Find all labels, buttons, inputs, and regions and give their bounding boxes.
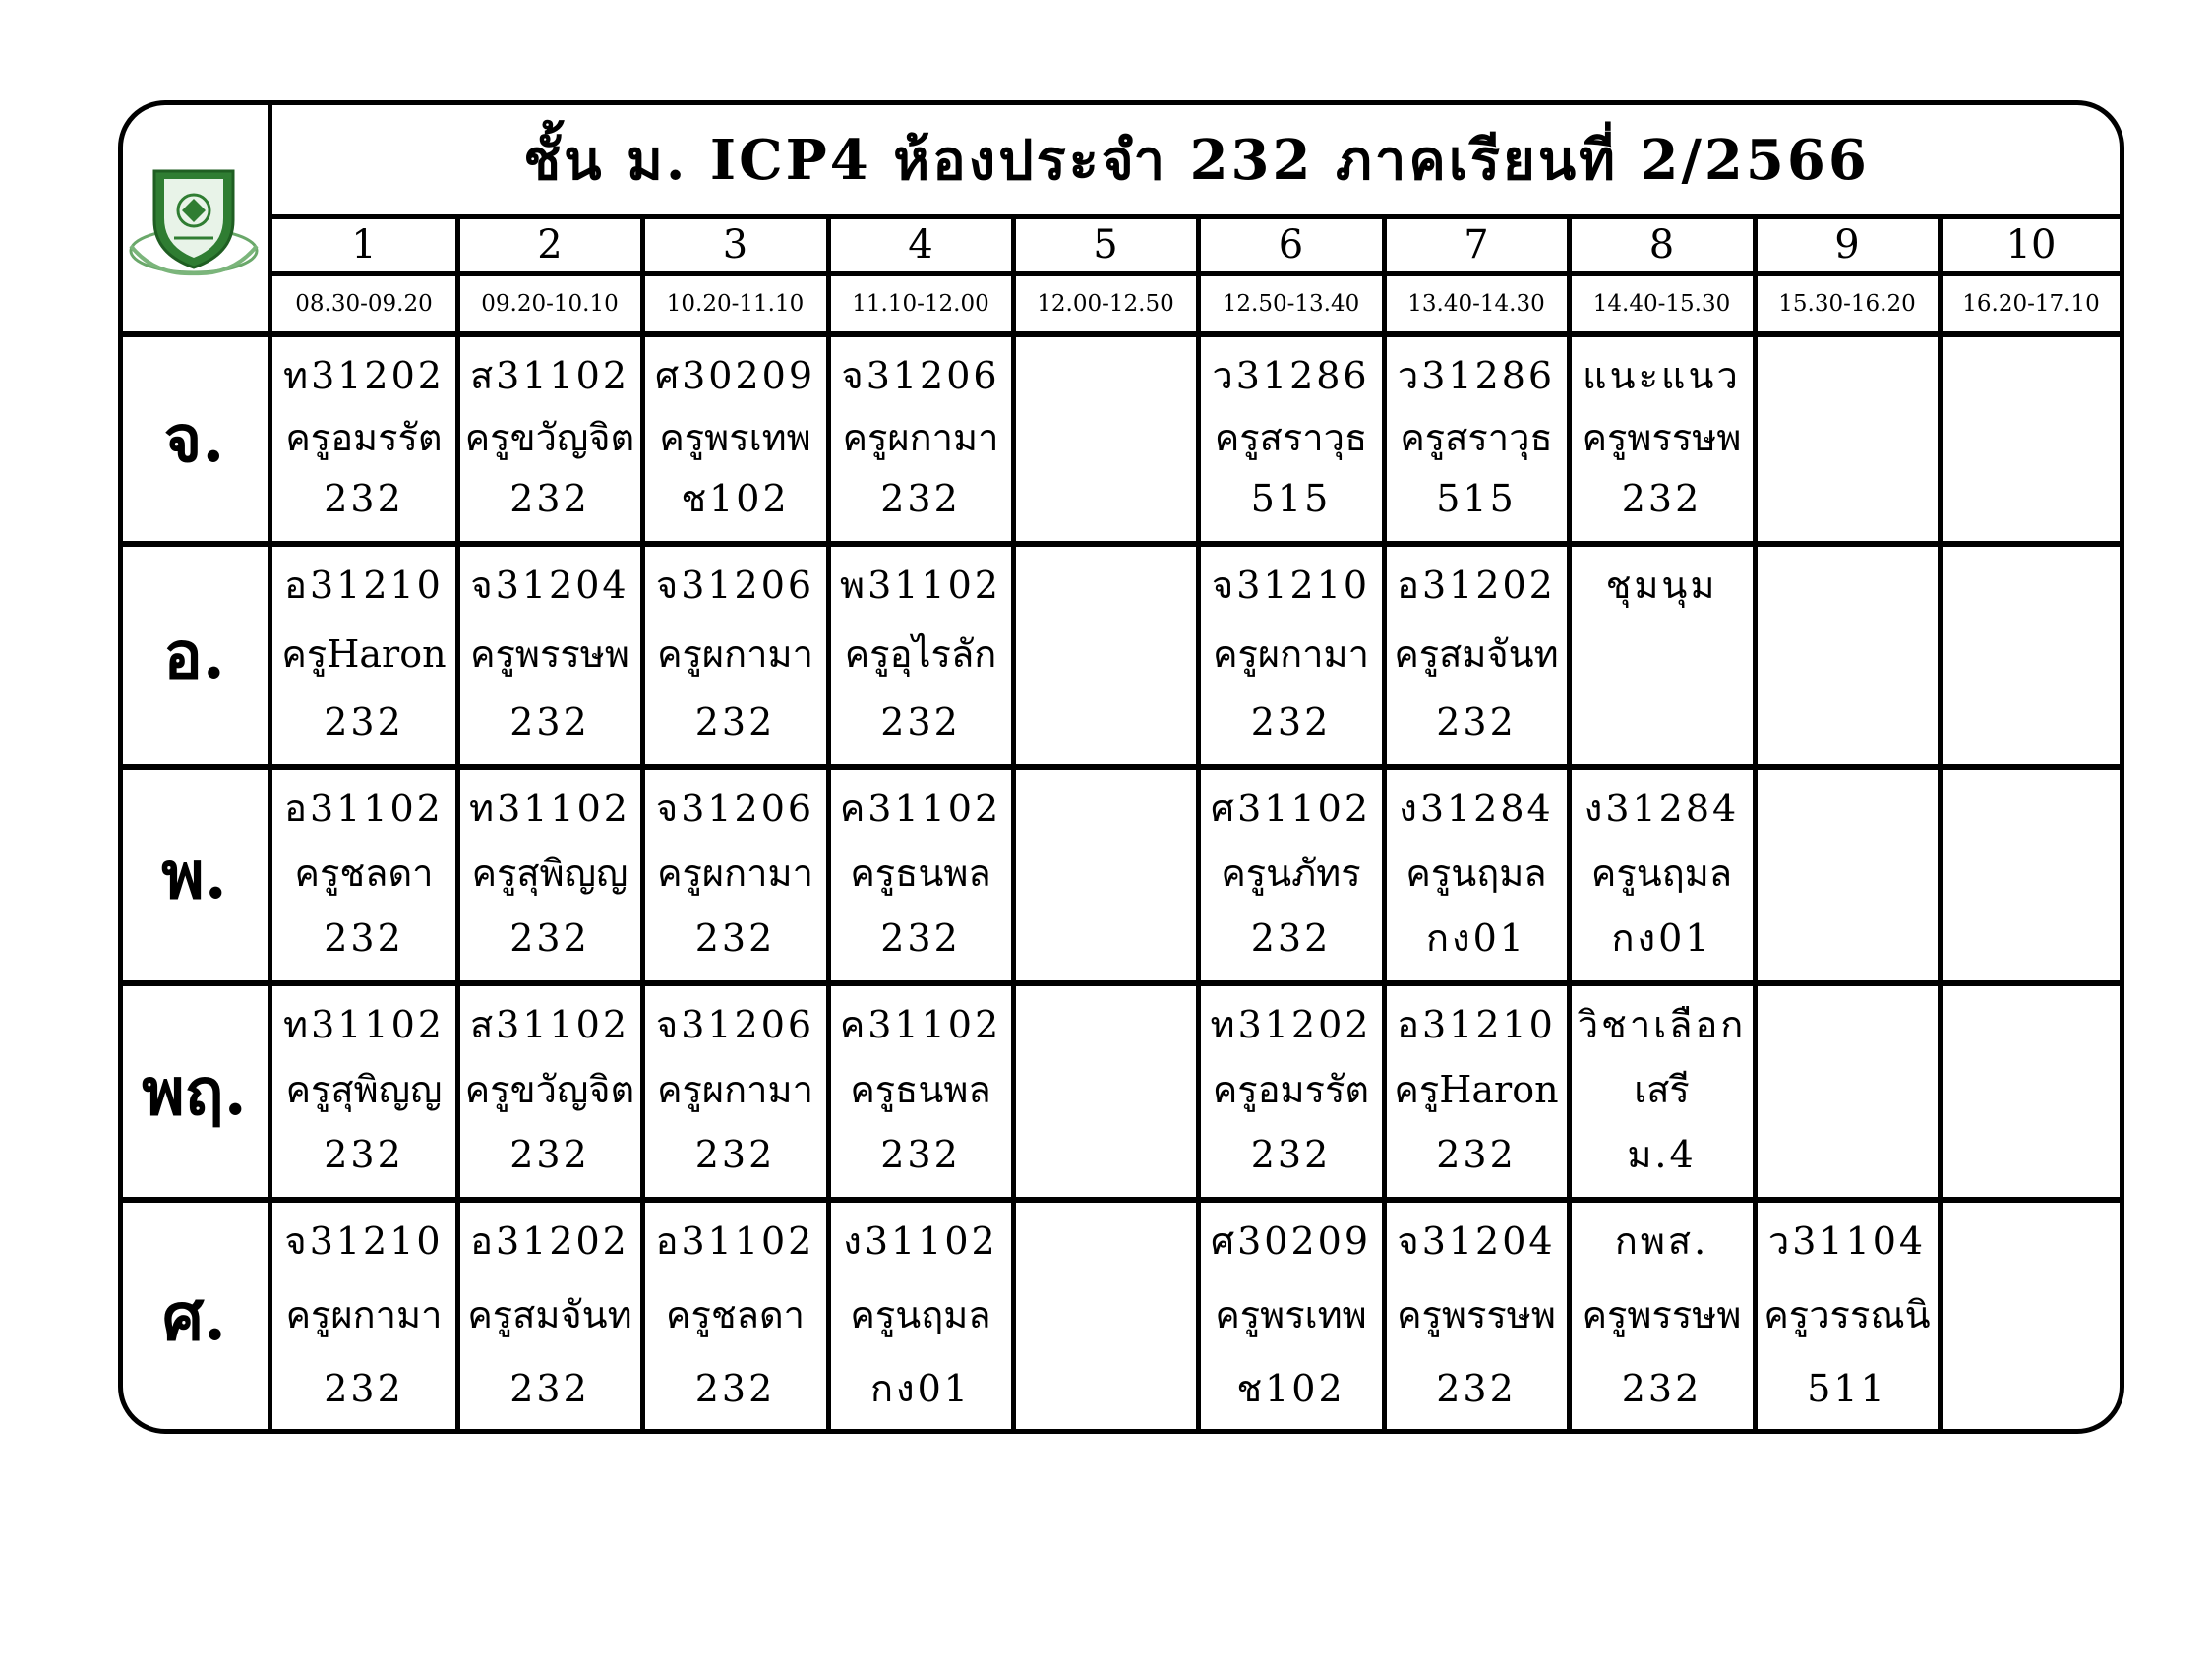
- room-number: 232: [694, 1133, 776, 1176]
- period-time: 16.20-17.10: [1962, 291, 2100, 317]
- timetable-slot: [1198, 983, 1384, 1200]
- period-time: 12.50-13.40: [1222, 291, 1360, 317]
- subject-code: ท31102: [469, 787, 630, 830]
- room-number: ช102: [681, 477, 790, 520]
- subject-code: ศ31102: [1210, 787, 1371, 830]
- timetable-slot: [1013, 1200, 1198, 1434]
- teacher-name: ครูสมจันท: [467, 1293, 632, 1336]
- teacher-name: ครูชลดา: [666, 1293, 805, 1336]
- subject-code: ชุมนุม: [1605, 563, 1718, 607]
- timetable-slot: [1569, 334, 1755, 544]
- timetable-slot: [828, 334, 1013, 544]
- period-time: 13.40-14.30: [1407, 291, 1545, 317]
- timetable-slot: [1384, 544, 1569, 767]
- room-number: 232: [880, 917, 961, 960]
- subject-code: ค31102: [839, 1003, 1002, 1046]
- teacher-name: ครูสุพิญญ: [471, 852, 628, 895]
- room-number: 232: [1436, 1133, 1517, 1176]
- room-number: 232: [324, 917, 404, 960]
- subject-code: จ31204: [1397, 1219, 1556, 1263]
- teacher-name: ครูพรเทพ: [1215, 1293, 1367, 1336]
- subject-code: ท31202: [283, 354, 445, 397]
- room-number: 232: [1250, 700, 1332, 743]
- timetable-slot: [642, 767, 828, 983]
- timetable-slot: [828, 983, 1013, 1200]
- timetable-slot: [1013, 767, 1198, 983]
- period-number: 5: [1093, 222, 1118, 267]
- subject-code: ว31286: [1212, 354, 1370, 397]
- room-number: 232: [324, 477, 404, 520]
- subject-code: ท31202: [1210, 1003, 1372, 1046]
- timetable-slot: [642, 544, 828, 767]
- subject-code: ศ30209: [654, 354, 815, 397]
- timetable-title: ชั้น ม. ICP4 ห้องประจำ 232 ภาคเรียนที่ 2/2566: [523, 127, 1870, 193]
- subject-code: จ31206: [841, 354, 1000, 397]
- room-number: 232: [1621, 1367, 1703, 1410]
- timetable-slot: [1013, 334, 1198, 544]
- room-number: 232: [1250, 1133, 1332, 1176]
- subject-code: อ31102: [284, 787, 444, 830]
- room-number: ช102: [1236, 1367, 1345, 1410]
- subject-code: ง31284: [1584, 787, 1740, 830]
- room-number: 232: [509, 477, 590, 520]
- period-number: 6: [1278, 222, 1304, 267]
- timetable-slot: [270, 334, 457, 544]
- room-number: 232: [1250, 917, 1332, 960]
- timetable-slot: [642, 983, 828, 1200]
- subject-code: ส31102: [469, 354, 630, 397]
- subject-code: พ31102: [840, 563, 1001, 607]
- room-number: 232: [509, 917, 590, 960]
- teacher-name: ครูพรรษพ: [1397, 1293, 1556, 1336]
- teacher-name: ครูอมรรัต: [285, 415, 443, 459]
- room-number: 232: [694, 917, 776, 960]
- period-time: 11.10-12.00: [852, 291, 989, 317]
- subject-code: ว31104: [1767, 1219, 1927, 1263]
- teacher-name: ครูผกามา: [285, 1293, 443, 1336]
- day-label: จ.: [163, 400, 225, 477]
- room-number: 232: [324, 1367, 404, 1410]
- teacher-name: ครูนฤมล: [1590, 852, 1733, 895]
- teacher-name: ครูสราวุธ: [1400, 415, 1553, 459]
- subject-code: อ31210: [1397, 1003, 1556, 1046]
- teacher-name: ครูพรรษพ: [470, 631, 629, 676]
- teacher-name: ครูสมจันท: [1394, 631, 1559, 676]
- day-label: อ.: [163, 617, 225, 693]
- room-number: 232: [1436, 1367, 1517, 1410]
- period-number: 10: [2005, 222, 2057, 267]
- timetable-slot: [1755, 1200, 1940, 1434]
- period-number: 7: [1464, 222, 1489, 267]
- timetable-slot: [1940, 767, 2122, 983]
- timetable-slot: [1940, 544, 2122, 767]
- timetable-slot: [828, 767, 1013, 983]
- subject-code: ท31102: [283, 1003, 445, 1046]
- teacher-name: ครูธนพล: [850, 1068, 991, 1111]
- period-time: 08.30-09.20: [295, 291, 433, 317]
- room-number: 515: [1250, 477, 1332, 520]
- teacher-name: ครูผกามา: [657, 1068, 813, 1111]
- teacher-name: ครูผกามา: [657, 852, 813, 895]
- subject-code: ส31102: [469, 1003, 630, 1046]
- room-number: 232: [694, 700, 776, 743]
- period-time: 14.40-15.30: [1592, 291, 1731, 317]
- timetable-slot: [1013, 983, 1198, 1200]
- timetable-slot: [1384, 334, 1569, 544]
- timetable-slot: [1569, 983, 1755, 1200]
- subject-code: อ31202: [470, 1219, 629, 1263]
- timetable-slot: [457, 1200, 642, 1434]
- room-number: 232: [694, 1367, 776, 1410]
- timetable-slot: [457, 544, 642, 767]
- subject-code: ศ30209: [1210, 1219, 1371, 1263]
- subject-code: จ31206: [655, 787, 815, 830]
- subject-code: จ31204: [470, 563, 629, 607]
- teacher-name: ครูผกามา: [1213, 631, 1369, 676]
- subject-code: จ31210: [284, 1219, 444, 1263]
- teacher-name: ครูผกามา: [657, 631, 813, 676]
- room-number: 515: [1436, 477, 1517, 520]
- room-number: 232: [509, 1133, 590, 1176]
- period-time: 10.20-11.10: [666, 291, 805, 317]
- teacher-name: ครูสุพิญญ: [285, 1068, 443, 1111]
- timetable-slot: [1198, 544, 1384, 767]
- teacher-name: ครูนภัทร: [1221, 852, 1361, 895]
- timetable-slot: [1198, 767, 1384, 983]
- timetable-slot: [1755, 767, 1940, 983]
- day-label: พ.: [161, 836, 227, 914]
- room-number: กง01: [870, 1367, 971, 1410]
- room-number: กง01: [1426, 917, 1526, 960]
- timetable-slot: [1198, 334, 1384, 544]
- timetable-slot: [1198, 1200, 1384, 1434]
- timetable-slot: [270, 544, 457, 767]
- timetable-slot: [1384, 1200, 1569, 1434]
- period-number: 2: [537, 222, 563, 267]
- teacher-name: ครูHaron: [281, 631, 447, 676]
- timetable-slot: [642, 1200, 828, 1434]
- teacher-name: ครูชลดา: [294, 852, 434, 895]
- timetable-slot: [1940, 334, 2122, 544]
- room-number: 232: [1436, 700, 1517, 743]
- timetable-slot: [828, 544, 1013, 767]
- teacher-name: ครูนฤมล: [850, 1293, 991, 1336]
- teacher-name: ครูขวัญจิต: [464, 415, 635, 459]
- teacher-name: ครูสราวุธ: [1214, 415, 1368, 459]
- teacher-name: ครูขวัญจิต: [464, 1068, 635, 1111]
- subject-code: แนะแนว: [1583, 354, 1741, 397]
- subject-code: ค31102: [839, 787, 1002, 830]
- period-number: 8: [1648, 222, 1675, 267]
- period-number: 9: [1834, 222, 1860, 267]
- room-number: 232: [880, 1133, 961, 1176]
- room-number: 232: [880, 700, 961, 743]
- teacher-name: ครูอมรรัต: [1212, 1068, 1370, 1111]
- timetable-slot: [457, 767, 642, 983]
- subject-code: วิชาเลือก: [1577, 1003, 1747, 1046]
- period-time: 09.20-10.10: [481, 291, 619, 317]
- timetable-slot: [1384, 983, 1569, 1200]
- teacher-name: ครูผกามา: [842, 415, 999, 459]
- timetable-slot: [828, 1200, 1013, 1434]
- room-number: 232: [324, 1133, 404, 1176]
- day-label: พฤ.: [142, 1052, 247, 1130]
- timetable-slot: [1755, 544, 1940, 767]
- timetable-slot: [1569, 544, 1755, 767]
- school-crest-icon: [125, 157, 263, 295]
- teacher-name: ครูHaron: [1394, 1068, 1559, 1111]
- timetable-slot: [642, 334, 828, 544]
- teacher-name: ครูพรรษพ: [1582, 1293, 1742, 1336]
- room-number: 232: [1621, 477, 1703, 520]
- timetable-slot: [270, 983, 457, 1200]
- room-number: 511: [1807, 1367, 1887, 1410]
- subject-code: จ31206: [655, 563, 815, 607]
- period-number: 4: [908, 222, 933, 267]
- room-number: กง01: [1611, 917, 1712, 960]
- teacher-name: ครูธนพล: [850, 852, 991, 895]
- teacher-name: ครูนฤมล: [1405, 852, 1547, 895]
- subject-code: อ31102: [655, 1219, 815, 1263]
- room-number: 232: [509, 700, 590, 743]
- timetable-slot: [1384, 767, 1569, 983]
- room-number: 232: [324, 700, 404, 743]
- subject-code: ง31102: [843, 1219, 998, 1263]
- teacher-name: ครูพรเทพ: [659, 415, 811, 459]
- timetable-slot: [270, 767, 457, 983]
- room-number: ม.4: [1627, 1133, 1697, 1176]
- timetable-slot: [1569, 767, 1755, 983]
- teacher-name: ครูพรรษพ: [1582, 415, 1742, 459]
- timetable-slot: [457, 334, 642, 544]
- room-number: 232: [880, 477, 961, 520]
- period-number: 1: [351, 222, 377, 267]
- timetable-slot: [1569, 1200, 1755, 1434]
- period-time: 12.00-12.50: [1037, 291, 1174, 317]
- teacher-name: ครูอุไรลัก: [844, 631, 997, 676]
- timetable-slot: [457, 983, 642, 1200]
- timetable-slot: [1940, 1200, 2122, 1434]
- room-number: 232: [509, 1367, 590, 1410]
- timetable-slot: [1755, 334, 1940, 544]
- timetable-slot: [270, 1200, 457, 1434]
- timetable-slot: [1755, 983, 1940, 1200]
- subject-code: จ31210: [1211, 563, 1371, 607]
- period-time: 15.30-16.20: [1778, 291, 1916, 317]
- teacher-name: ครูวรรณนิ: [1764, 1293, 1931, 1336]
- teacher-name: เสรี: [1634, 1068, 1690, 1111]
- subject-code: จ31206: [655, 1003, 815, 1046]
- subject-code: อ31202: [1397, 563, 1556, 607]
- period-number: 3: [722, 222, 748, 267]
- timetable-slot: [1940, 983, 2122, 1200]
- timetable-slot: [1013, 544, 1198, 767]
- day-label: ศ.: [162, 1277, 226, 1355]
- subject-code: อ31210: [284, 563, 444, 607]
- subject-code: ง31284: [1399, 787, 1554, 830]
- subject-code: ว31286: [1397, 354, 1556, 397]
- subject-code: กพส.: [1614, 1219, 1709, 1263]
